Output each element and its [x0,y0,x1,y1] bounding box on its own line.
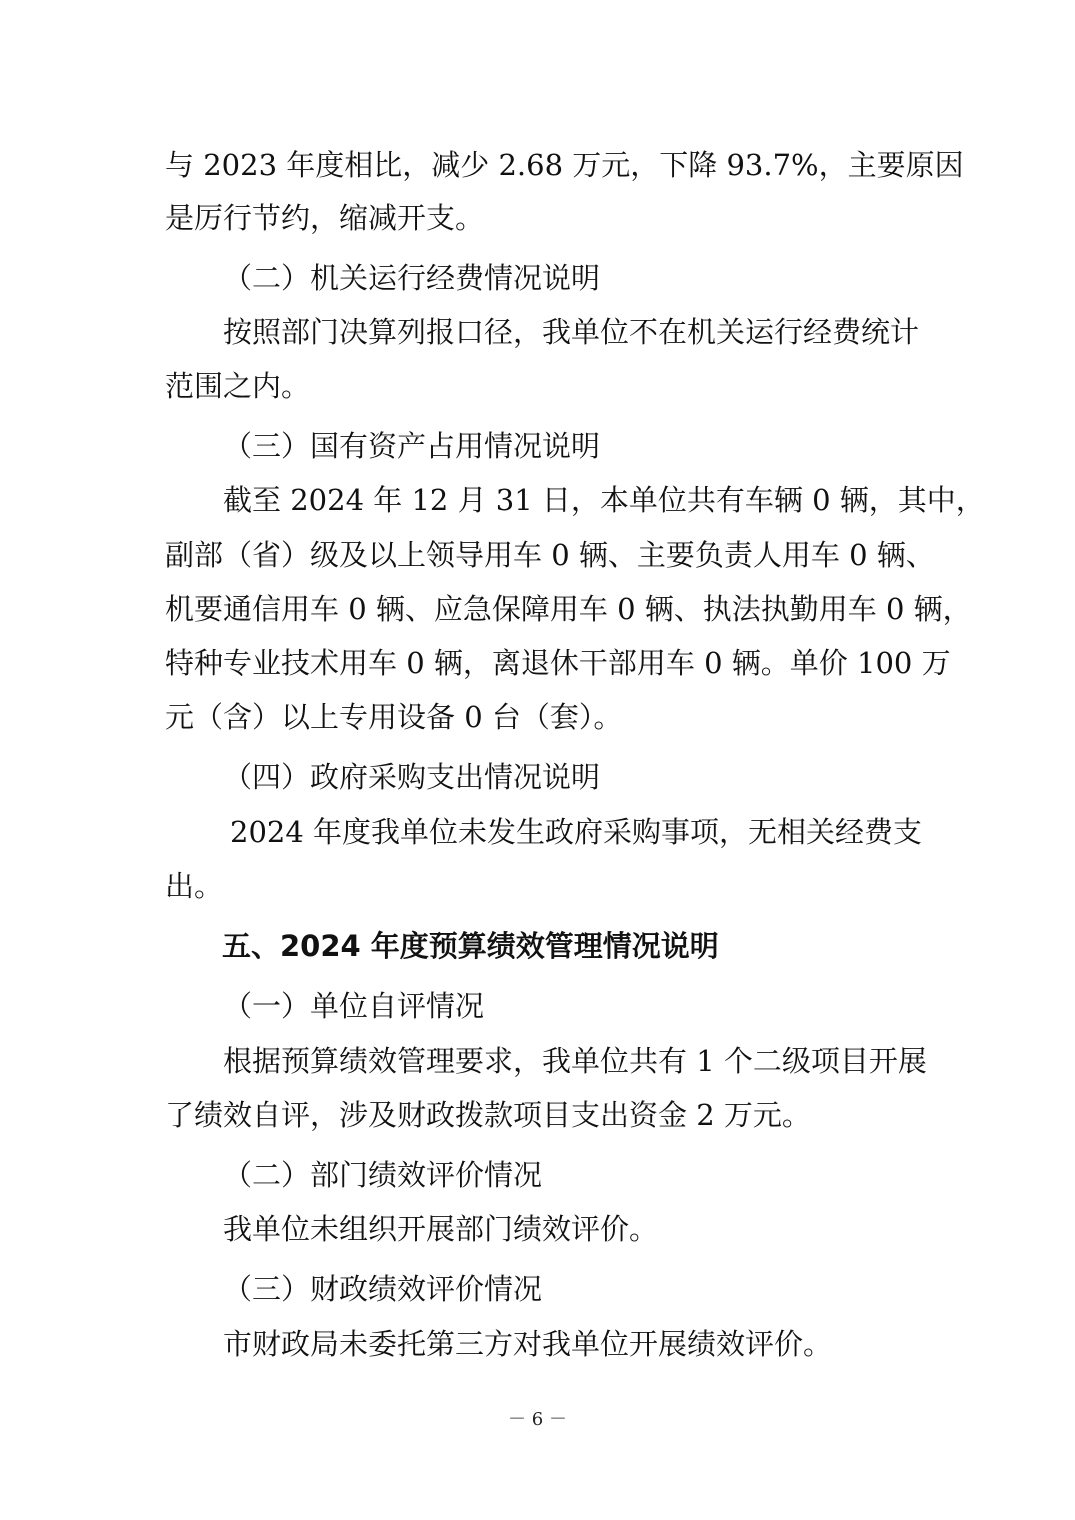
paragraph-line: 是厉行节约，缩减开支。 [165,201,485,235]
paragraph-line: 2024 年度我单位未发生政府采购事项，无相关经费支 [230,815,923,849]
paragraph-line: 机要通信用车 0 辆、应急保障用车 0 辆、执法执勤用车 0 辆， [165,592,972,626]
paragraph-line: 市财政局未委托第三方对我单位开展绩效评价。 [223,1327,833,1361]
subsection-heading: （一）单位自评情况 [223,989,485,1023]
paragraph-line: 了绩效自评，涉及财政拨款项目支出资金 2 万元。 [165,1098,811,1132]
paragraph-line: 按照部门决算列报口径，我单位不在机关运行经费统计 [223,315,920,349]
paragraph-line: 根据预算绩效管理要求，我单位共有 1 个二级项目开展 [223,1044,927,1078]
section-heading: （二）机关运行经费情况说明 [223,261,601,295]
section-heading: （三）国有资产占用情况说明 [223,429,601,463]
paragraph-line: 截至 2024 年 12 月 31 日，本单位共有车辆 0 辆，其中， [223,483,985,517]
paragraph-line: 副部（省）级及以上领导用车 0 辆、主要负责人用车 0 辆、 [165,538,935,572]
subsection-heading: （三）财政绩效评价情况 [223,1272,543,1306]
chapter-heading: 五、2024 年度预算绩效管理情况说明 [222,929,719,963]
paragraph-line: 出。 [165,869,224,903]
paragraph-line: 范围之内。 [165,369,311,403]
page-number: － 6 － [508,1409,567,1430]
paragraph-line: 特种专业技术用车 0 辆，离退休干部用车 0 辆。单价 100 万 [165,646,951,680]
paragraph-line: 元（含）以上专用设备 0 台（套）。 [165,700,623,734]
paragraph-line: 我单位未组织开展部门绩效评价。 [223,1212,659,1246]
subsection-heading: （二）部门绩效评价情况 [223,1158,543,1192]
section-heading: （四）政府采购支出情况说明 [223,760,601,794]
paragraph-line: 与 2023 年度相比，减少 2.68 万元，下降 93.7%，主要原因 [165,148,964,182]
